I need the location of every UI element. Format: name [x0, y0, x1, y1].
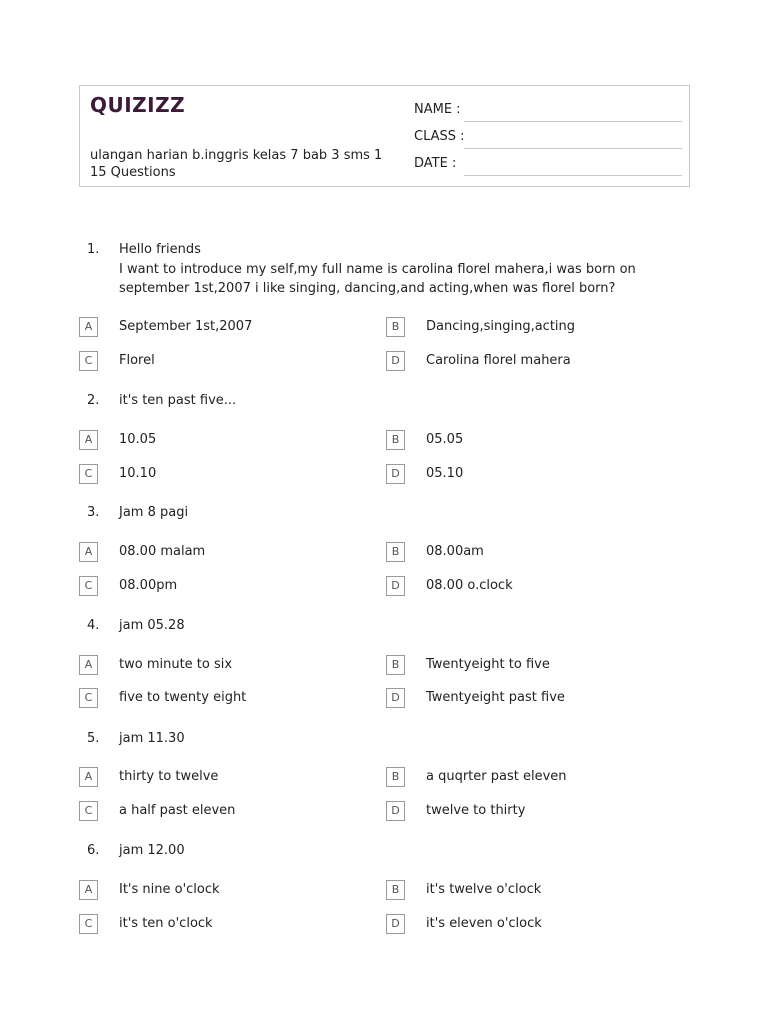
option-text: September 1st,2007 [119, 319, 253, 334]
option-text: thirty to twelve [119, 769, 219, 784]
option-a[interactable] [79, 430, 379, 452]
option-text: Twentyeight past five [426, 690, 565, 705]
option-letter-box: D [386, 688, 405, 708]
option-text: 10.10 [119, 466, 157, 481]
option-c[interactable] [79, 576, 379, 598]
question-number: 5. [87, 731, 100, 746]
option-text: it's ten o'clock [119, 916, 213, 931]
option-text: 05.10 [426, 466, 464, 481]
option-letter-box: D [386, 914, 405, 934]
question-number: 1. [87, 242, 100, 257]
option-b[interactable] [386, 655, 686, 677]
option-letter-box: D [386, 801, 405, 821]
option-a[interactable] [79, 317, 379, 339]
quiz-title: ulangan harian b.inggris kelas 7 bab 3 sms 1 [90, 148, 383, 163]
option-text: twelve to thirty [426, 803, 526, 818]
option-letter-box: C [79, 576, 98, 596]
option-text: Dancing,singing,acting [426, 319, 576, 334]
option-text: it's twelve o'clock [426, 882, 542, 897]
option-letter-box: A [79, 430, 98, 450]
option-b[interactable] [386, 430, 686, 452]
name-field[interactable] [414, 100, 682, 120]
option-d[interactable] [386, 801, 686, 823]
option-text: 08.00am [426, 544, 484, 559]
date-field[interactable] [414, 154, 682, 174]
option-c[interactable] [79, 914, 379, 936]
option-text: 08.00pm [119, 578, 178, 593]
option-text: 10.05 [119, 432, 157, 447]
option-d[interactable] [386, 576, 686, 598]
option-text: Twentyeight to five [426, 657, 550, 672]
option-text: a quqrter past eleven [426, 769, 567, 784]
option-a[interactable] [79, 542, 379, 564]
option-letter-box: C [79, 351, 98, 371]
class-label: CLASS : [414, 129, 465, 144]
option-letter-box: B [386, 880, 405, 900]
question-text: Jam 8 pagi [119, 505, 189, 520]
option-letter-box: D [386, 464, 405, 484]
question-text: jam 05.28 [119, 618, 185, 633]
option-c[interactable] [79, 351, 379, 373]
option-letter-box: B [386, 317, 405, 337]
option-d[interactable] [386, 464, 686, 486]
option-b[interactable] [386, 767, 686, 789]
question-number: 4. [87, 618, 100, 633]
option-a[interactable] [79, 767, 379, 789]
option-text: five to twenty eight [119, 690, 247, 705]
option-letter-box: B [386, 542, 405, 562]
option-letter-box: A [79, 655, 98, 675]
option-letter-box: A [79, 542, 98, 562]
option-text: two minute to six [119, 657, 233, 672]
option-letter-box: C [79, 914, 98, 934]
question-text: jam 12.00 [119, 843, 185, 858]
option-letter-box: D [386, 576, 405, 596]
quizizz-logo: QUIZIZZ [90, 93, 186, 117]
option-d[interactable] [386, 688, 686, 710]
option-text: 08.00 o.clock [426, 578, 513, 593]
option-b[interactable] [386, 317, 686, 339]
option-letter-box: A [79, 880, 98, 900]
option-text: 05.05 [426, 432, 464, 447]
date-line [464, 175, 682, 176]
option-c[interactable] [79, 801, 379, 823]
option-text: It's nine o'clock [119, 882, 220, 897]
option-letter-box: A [79, 767, 98, 787]
worksheet-header [79, 85, 690, 187]
class-field[interactable] [414, 127, 682, 147]
name-line [464, 121, 682, 122]
option-letter-box: B [386, 655, 405, 675]
option-a[interactable] [79, 880, 379, 902]
question-text: jam 11.30 [119, 731, 185, 746]
option-c[interactable] [79, 464, 379, 486]
option-text: a half past eleven [119, 803, 236, 818]
option-c[interactable] [79, 688, 379, 710]
question-text: Hello friends I want to introduce my self,my full name is carolina florel mahera,i was born on september 1st,2007 i like singing, dancing,and acting,when was florel born? [119, 242, 636, 296]
option-a[interactable] [79, 655, 379, 677]
option-letter-box: B [386, 767, 405, 787]
question-text: it's ten past five... [119, 393, 237, 408]
option-text: Florel [119, 353, 155, 368]
question-number: 3. [87, 505, 100, 520]
option-letter-box: C [79, 801, 98, 821]
option-letter-box: A [79, 317, 98, 337]
option-d[interactable] [386, 914, 686, 936]
question-count: 15 Questions [90, 165, 176, 180]
option-text: 08.00 malam [119, 544, 206, 559]
option-letter-box: C [79, 688, 98, 708]
option-text: it's eleven o'clock [426, 916, 542, 931]
option-text: Carolina florel mahera [426, 353, 571, 368]
option-d[interactable] [386, 351, 686, 373]
question-number: 2. [87, 393, 100, 408]
class-line [464, 148, 682, 149]
option-letter-box: C [79, 464, 98, 484]
name-label: NAME : [414, 102, 461, 117]
question-number: 6. [87, 843, 100, 858]
option-b[interactable] [386, 542, 686, 564]
date-label: DATE : [414, 156, 457, 171]
option-letter-box: B [386, 430, 405, 450]
option-b[interactable] [386, 880, 686, 902]
option-letter-box: D [386, 351, 405, 371]
